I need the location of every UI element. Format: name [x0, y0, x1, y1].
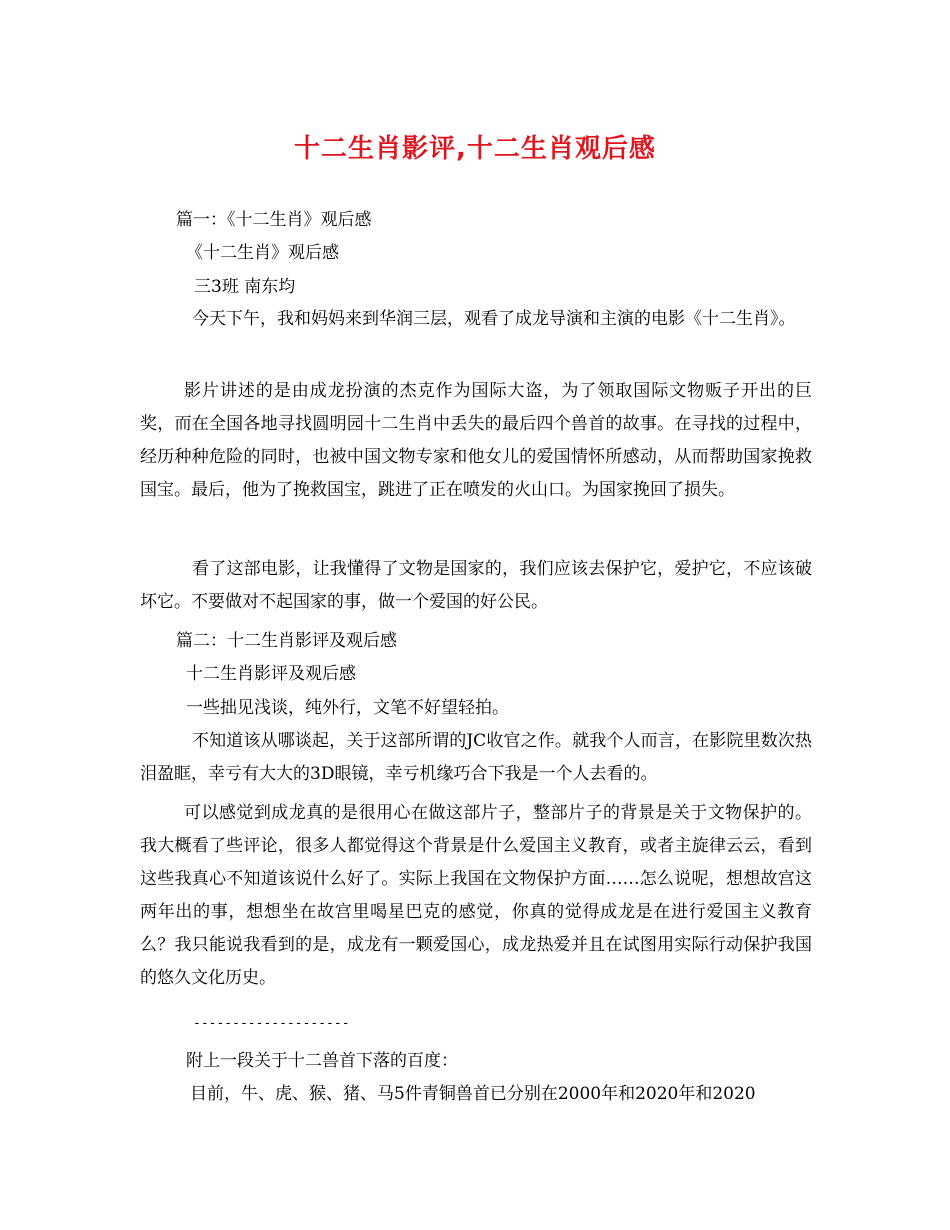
part1-heading: 篇一：《十二生肖》观后感	[176, 210, 372, 230]
part1-subtitle: 《十二生肖》观后感	[186, 243, 339, 263]
paragraph-5: 不知道该从哪谈起，关于这部所谓的JC收官之作。就我个人而言，在影院里数次热泪盈眶，幸亏有大大的3D眼镜，幸亏机缘巧合下我是一个人去看的。	[140, 731, 812, 784]
author-line: 三3班 南东均	[194, 277, 296, 297]
paragraph-2: 影片讲述的是由成龙扮演的杰克作为国际大盗，为了领取国际文物贩子开出的巨奖，而在全国各地寻找圆明园十二生肖中丢失的最后四个兽首的故事。在寻找的过程中，经历种种危险的同时，也被中国文物专家和他女儿的爱国情怀所感动，从而帮助国家挽救国宝。最后，他为了挽救国宝，跳进了正在喷发的火山口。为国家挽回了损失。	[140, 381, 812, 500]
paragraph-6: 可以感觉到成龙真的是很用心在做这部片子，整部片子的背景是关于文物保护的。我大概看了些评论，很多人都觉得这个背景是什么爱国主义教育，或者主旋律云云，看到这些我真心不知道该说什么好了。实际上我国在文物保护方面……怎么说呢，想想故宫这两年出的事，想想坐在故宫里喝星巴克的感觉，你真的觉得成龙是在进行爱国主义教育么？我只能说我看到的是，成龙有一颗爱国心，成龙热爱并且在试图用实际行动保护我国的悠久文化历史。	[140, 803, 812, 988]
separator-line: --------------------	[193, 1016, 350, 1031]
paragraph-7: 附上一段关于十二兽首下落的百度：	[186, 1051, 458, 1071]
document-title: 十二生肖影评,十二生肖观后感	[294, 134, 656, 164]
paragraph-1: 今天下午，我和妈妈来到华润三层，观看了成龙导演和主演的电影《十二生肖》。	[192, 309, 796, 329]
paragraph-4: 一些拙见浅谈，纯外行，文笔不好望轻拍。	[186, 698, 509, 718]
part2-subtitle: 十二生肖影评及观后感	[186, 664, 356, 684]
paragraph-8: 目前，牛、虎、猴、猪、马5件青铜兽首已分别在2000年和2020年和2020	[190, 1084, 756, 1104]
part2-heading: 篇二：十二生肖影评及观后感	[176, 631, 397, 651]
paragraph-3: 看了这部电影，让我懂得了文物是国家的，我们应该去保护它，爱护它，不应该破坏它。不要做对不起国家的事，做一个爱国的好公民。	[140, 559, 812, 612]
